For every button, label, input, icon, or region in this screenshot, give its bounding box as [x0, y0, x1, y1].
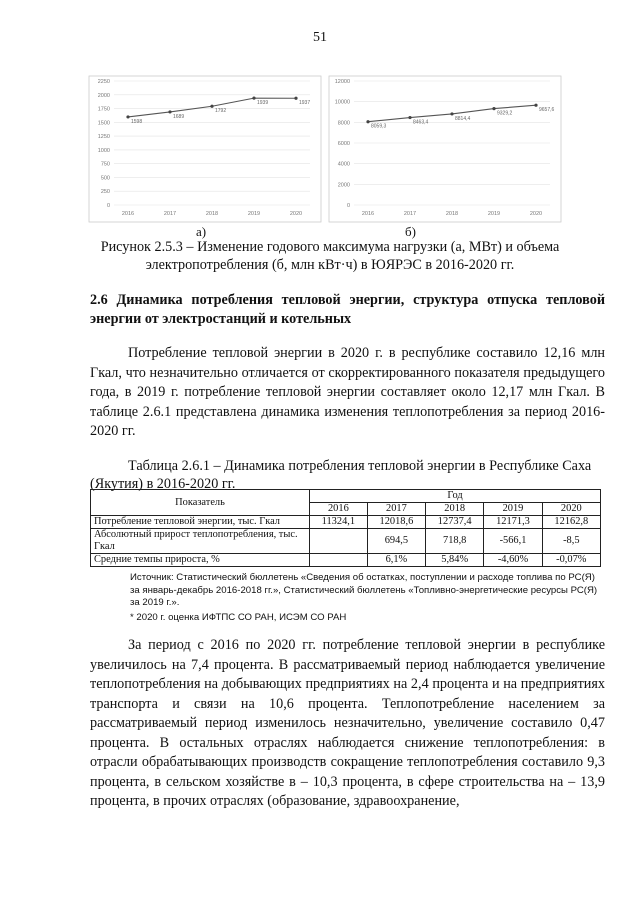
y-tick-label: 750 [100, 161, 110, 168]
data-point [408, 116, 411, 119]
y-tick-label: 2000 [337, 182, 350, 189]
table-cell: 5,84% [426, 554, 484, 567]
paragraph-1-text: Потребление тепловой энергии в 2020 г. в республике составило 12,16 млн Гкал, что незначительно отличается от скорректированного показателя предыдущего года, в 2019 г. потребление тепловой энергии составляет около 12,17 млн Гкал. В таблице 2.6.1 представлена динамика изменения теплопотребления за период 2016-2020 гг. [90, 345, 605, 439]
data-point [534, 104, 537, 107]
data-label: 1689 [173, 113, 185, 120]
data-label: 8463,4 [413, 119, 429, 126]
table-caption-text: Таблица 2.6.1 – Динамика потребления тепловой энергии в Республике Саха (Якутия) в 2016-2020 гг. [90, 458, 592, 492]
table-cell: 12171,3 [484, 516, 542, 529]
y-tick-label: 0 [346, 203, 350, 209]
y-tick-label: 0 [106, 203, 110, 209]
y-tick-label: 250 [100, 189, 110, 196]
data-point [210, 105, 213, 108]
y-tick-label: 500 [100, 175, 110, 182]
y-tick-label: 1000 [97, 147, 110, 154]
x-tick-label: 2019 [487, 211, 501, 217]
y-tick-label: 4000 [337, 161, 350, 168]
table-cell [310, 554, 368, 567]
data-label: 9657,6 [539, 107, 555, 114]
year-cell: 2018 [426, 503, 484, 516]
x-tick-label: 2016 [361, 211, 375, 217]
data-point [366, 120, 369, 123]
chart-power-consumption [328, 75, 562, 223]
heat-consumption-table [90, 489, 601, 567]
year-cell: 2019 [484, 503, 542, 516]
chart-svg [88, 75, 322, 223]
y-tick-label: 1500 [97, 120, 110, 127]
chart-svg [328, 75, 562, 223]
year-cell: 2016 [310, 503, 368, 516]
data-point [126, 115, 129, 118]
y-tick-label: 8000 [337, 120, 350, 127]
data-label: 8814,4 [455, 115, 471, 122]
chart-peak-load [88, 75, 322, 223]
header-year: Год [310, 490, 601, 503]
table-row [91, 554, 601, 567]
header-indicator: Показатель [91, 490, 310, 516]
year-cell: 2020 [542, 503, 600, 516]
x-tick-label: 2018 [445, 211, 459, 217]
table-cell: -8,5 [542, 529, 600, 554]
data-label: 9329,2 [497, 110, 513, 117]
paragraph-2 [90, 636, 605, 812]
y-tick-label: 2000 [97, 92, 110, 99]
y-tick-label: 2250 [97, 79, 110, 85]
data-label: 1792 [215, 108, 227, 115]
data-label: 1937 [299, 100, 311, 107]
paragraph-1 [90, 344, 605, 442]
table-cell: 6,1% [367, 554, 425, 567]
x-tick-label: 2017 [163, 211, 177, 217]
table-cell: -4,60% [484, 554, 542, 567]
table-cell: 694,5 [367, 529, 425, 554]
table-cell: 11324,1 [310, 516, 368, 529]
data-point [450, 112, 453, 115]
chart-frame [329, 76, 561, 222]
y-tick-label: 10000 [334, 99, 350, 106]
table-cell: 12162,8 [542, 516, 600, 529]
table-source: Источник: Статистический бюллетень «Сведения об остатках, поступлении и расходе топлива по РС(Я) за январь-декабрь 2016-2018 гг.», Статистический бюллетень «Топливно-энергетические ресурсы РС(Я) за 2019 г.». [130, 572, 598, 608]
x-tick-label: 2020 [289, 211, 303, 217]
table-row [91, 529, 601, 554]
table-caption [90, 457, 605, 493]
x-tick-label: 2020 [529, 211, 543, 217]
data-point [294, 97, 297, 100]
page-number: 51 [313, 30, 327, 45]
table-cell: 12018,6 [367, 516, 425, 529]
x-tick-label: 2016 [121, 211, 135, 217]
data-label: 1598 [131, 118, 143, 125]
row-label: Средние темпы прироста, % [91, 554, 310, 567]
chart-a-label: а) [196, 224, 207, 239]
data-point [168, 110, 171, 113]
row-label: Абсолютный прирост теплопотребления, тыс. Гкал [91, 529, 310, 554]
data-point [252, 97, 255, 100]
table-cell: -0,07% [542, 554, 600, 567]
data-point [492, 107, 495, 110]
table-cell: -566,1 [484, 529, 542, 554]
figure-caption: Рисунок 2.5.3 – Изменение годового максимума нагрузки (а, МВт) и объема электропотребления (б, млн кВт·ч) в ЮЯРЭС в 2016-2020 гг. [100, 239, 560, 273]
y-tick-label: 1250 [97, 134, 110, 141]
y-tick-label: 12000 [334, 79, 350, 85]
chart-b-label: б) [405, 224, 416, 239]
data-label: 1939 [257, 100, 269, 107]
table-cell: 718,8 [426, 529, 484, 554]
y-tick-label: 1750 [97, 106, 110, 113]
x-tick-label: 2017 [403, 211, 417, 217]
row-label: Потребление тепловой энергии, тыс. Гкал [91, 516, 310, 529]
x-tick-label: 2018 [205, 211, 219, 217]
table-cell: 12737,4 [426, 516, 484, 529]
table-row [91, 516, 601, 529]
paragraph-2-text: За период с 2016 по 2020 гг. потребление тепловой энергии в республике увеличилось на 7,4 процента. В рассматриваемый период наблюдается увеличение теплопотребления на добывающих предприятиях на 2,4 процента и на предприятиях транспорта и связи на 10,6 процента. Теплопотребление населением за рассматриваемый период изменилось незначительно, увеличение составило 0,47 процента. В остальных отраслях наблюдается снижение теплопотребления: в отрасли обрабатывающих производств сокращение теплопотребления составило 9,3 процента, в сельском хозяйстве в – 10,3 процента, в сфере строительства на – 13,9 процента, в прочих отраслях (образование, здравоохранение, [90, 637, 605, 809]
year-cell: 2017 [367, 503, 425, 516]
table-cell [310, 529, 368, 554]
section-heading: 2.6 Динамика потребления тепловой энергии, структура отпуска тепловой энергии от электростанций и котельных [90, 292, 605, 327]
x-tick-label: 2019 [247, 211, 261, 217]
table-note: * 2020 г. оценка ИФТПС СО РАН, ИСЭМ СО РАН [130, 612, 347, 623]
data-label: 8059,3 [371, 123, 387, 130]
y-tick-label: 6000 [337, 141, 350, 147]
